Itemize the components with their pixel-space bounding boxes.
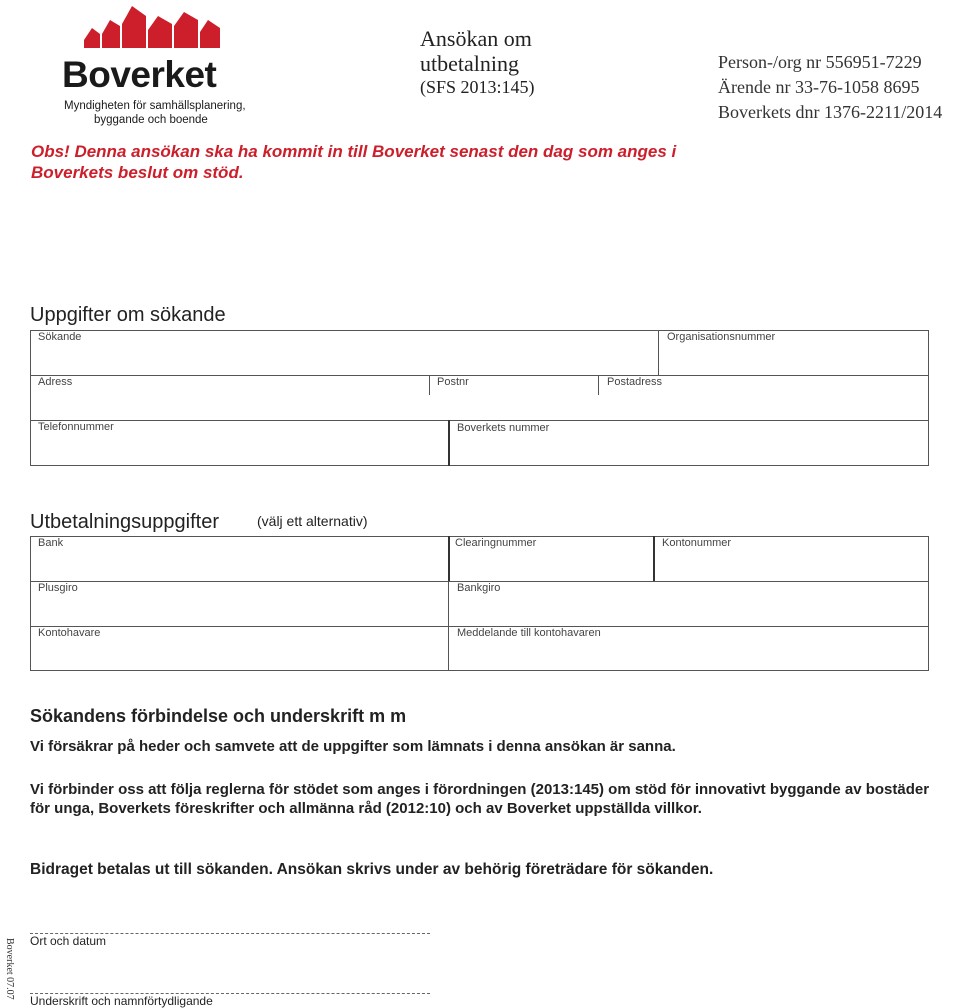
divider [658,330,659,375]
applicant-form-box [30,330,929,466]
notice-line-1: Obs! Denna ansökan ska ha kommit in till Boverket senast den dag som anges i [31,142,677,161]
field-sokande[interactable]: Sökande [38,331,82,343]
field-meddelande[interactable]: Meddelande till kontohavaren [457,627,601,639]
reference-block [718,50,942,125]
field-adress[interactable]: Adress [38,376,73,388]
ref-dnr: Boverkets dnr 1376-2211/2014 [718,102,943,122]
commitment-paragraph-1: Vi försäkrar på heder och samvete att de uppgifter som lämnats i denna ansökan är sanna. [30,738,676,755]
title-line-2: utbetalning [420,51,519,76]
logo-wordmark: Boverket [62,54,217,95]
boverket-logo [62,4,246,128]
title-line-1: Ansökan om [420,26,532,51]
field-bank[interactable]: Bank [38,537,64,549]
divider [30,375,929,376]
boverket-houses-icon [84,4,244,52]
place-date-label: Ort och datum [30,934,107,948]
deadline-notice [31,141,721,183]
divider [448,420,450,466]
ref-arende: Ärende nr 33-76-1058 8695 [718,77,920,97]
signature-label: Underskrift och namnförtydligande [30,994,213,1008]
divider [30,420,929,421]
field-boverkets-nummer[interactable]: Boverkets nummer [457,422,550,434]
field-postnr[interactable]: Postnr [437,376,469,388]
notice-line-2: Boverkets beslut om stöd. [31,163,244,182]
field-organisationsnummer[interactable]: Organisationsnummer [667,331,776,343]
field-bankgiro[interactable]: Bankgiro [457,582,501,594]
divider [429,375,430,395]
divider [448,536,450,581]
logo-tagline-1: Myndigheten för samhällsplanering, [64,100,246,112]
commitment-paragraph-3: Bidraget betalas ut till sökanden. Ansökan skrivs under av behörig företrädare för sökanden. [30,861,714,878]
ref-person-org: Person-/org nr 556951-7229 [718,52,922,72]
payment-section-title: Utbetalningsuppgifter [30,511,220,533]
applicant-section-title: Uppgifter om sökande [30,304,226,326]
payment-form-box [30,536,929,671]
field-kontohavare[interactable]: Kontohavare [38,627,101,639]
document-title [420,26,532,76]
field-clearingnummer[interactable]: Clearingnummer [455,537,537,549]
divider [653,536,655,581]
commitment-section-title: Sökandens förbindelse och underskrift m m [30,706,407,726]
divider [598,375,599,395]
field-plusgiro[interactable]: Plusgiro [38,582,78,594]
field-kontonummer[interactable]: Kontonummer [662,537,732,549]
form-code: Boverket 07.07 [4,938,15,1000]
field-telefonnummer[interactable]: Telefonnummer [38,421,114,433]
payment-section-note: (välj ett alternativ) [257,513,368,529]
divider [448,581,449,671]
field-postadress[interactable]: Postadress [607,376,663,388]
logo-tagline-2: byggande och boende [94,114,208,126]
commitment-paragraph-2: Vi förbinder oss att följa reglerna för stödet som anges i förordningen (2013:145) om stöd för innovativt byggande av bostäder för unga, Boverkets föreskrifter och allmänna råd (2012:10) och av Boverket uppställda villkor. [30,781,930,817]
document-subtitle: (SFS 2013:145) [420,77,535,97]
